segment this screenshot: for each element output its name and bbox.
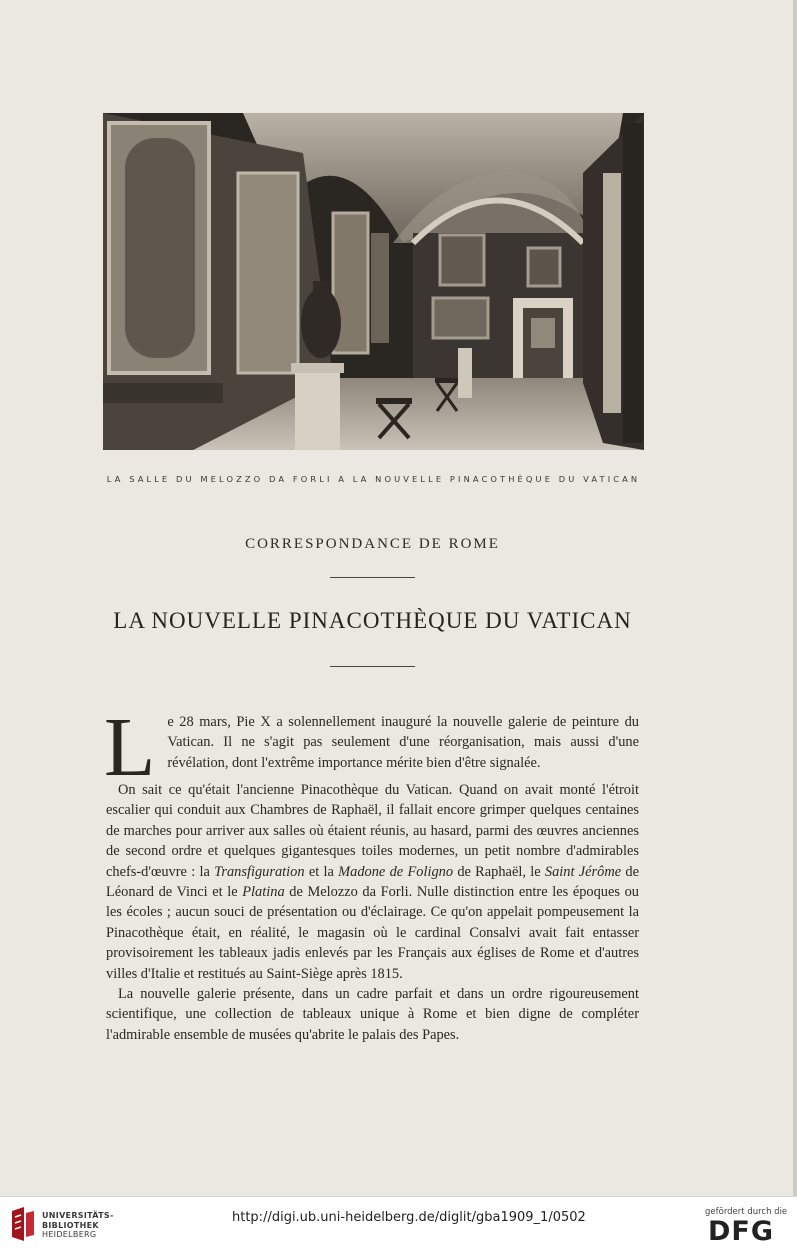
paragraph-2-text-2: et la bbox=[304, 863, 339, 880]
artwork-title-transfiguration: Transfiguration bbox=[214, 863, 305, 880]
page-edge bbox=[793, 0, 797, 1196]
university-library-logo-icon bbox=[10, 1207, 36, 1241]
viewer-footer bbox=[0, 1196, 797, 1253]
permalink-url[interactable]: http://digi.ub.uni-heidelberg.de/diglit/gba1909_1/0502 bbox=[232, 1210, 586, 1225]
library-line-2: BIBLIOTHEK bbox=[42, 1220, 99, 1230]
paragraph-2 bbox=[106, 780, 639, 984]
paragraph-3: La nouvelle galerie présente, dans un cadre parfait et dans un ordre rigoureusement scientifique, une collection de tableaux unique à Rome et bien digne de compléter l'admirable ensemble de musées qu'abrite le palais des Papes. bbox=[106, 986, 639, 1043]
paragraph-2-text-1: On sait ce qu'était l'ancienne Pinacothèque du Vatican. Quand on avait monté l'étroit escalier qui conduit aux Chambres de Raphaël, il fallait encore grimper quelques centaines de marches pour arriver aux salles où étaient réunis, au hasard, parmi des œuvres anciennes de second ordre et quelques gigantesques toiles modernes, un petit nombre d'admirables chefs-d'œuvre : la bbox=[106, 782, 639, 880]
funded-by-label: gefördert durch die bbox=[705, 1207, 788, 1217]
paragraph-2-text-3: de Raphaël, le bbox=[453, 863, 545, 880]
divider-rule-top bbox=[330, 577, 415, 578]
section-title: CORRESPONDANCE DE ROME bbox=[245, 536, 500, 552]
gallery-photograph bbox=[103, 113, 644, 450]
paragraph-2-text-4: de Léonard de Vinci et le bbox=[106, 863, 639, 901]
paragraph-2-text-5: de Melozzo da Forli. Nulle distinction entre les époques ou les écoles ; aucun souci de présentation ou d'éclairage. Ce qu'on appelait pompeusement la Pinacothèque était, en réalité, le magasin où le cardinal Consalvi avait fait entasser provisoirement les tableaux jadis enlevés par les Français aux églises de Rome et d'autres villes d'Italie et restitués au Saint-Siège après 1815. bbox=[106, 884, 639, 982]
paragraph-1 bbox=[104, 701, 639, 794]
photo-caption: LA SALLE DU MELOZZO DA FORLI A LA NOUVELLE PINACOTHÈQUE DU VATICAN bbox=[106, 474, 641, 484]
artwork-title-platina: Platina bbox=[242, 884, 285, 901]
library-line-3: HEIDELBERG bbox=[42, 1230, 97, 1239]
library-line-1: UNIVERSITÄTS- bbox=[42, 1211, 114, 1220]
divider-rule-bottom bbox=[330, 666, 415, 667]
paragraph-1-text: e 28 mars, Pie X a solennellement inauguré la nouvelle galerie de peinture du Vatican. Il ne s'agit pas seulement d'une réorganisation, mais aussi d'une révélation, dont l'extrême importance mérite bien d'être signalée. bbox=[167, 714, 639, 771]
drop-cap: L bbox=[104, 701, 156, 794]
artwork-title-saint-jerome: Saint Jérôme bbox=[544, 863, 622, 880]
university-library-name bbox=[42, 1211, 114, 1240]
article-title: LA NOUVELLE PINACOTHÈQUE DU VATICAN bbox=[113, 608, 632, 633]
artwork-title-madone: Madone de Foligno bbox=[338, 863, 454, 880]
article-body bbox=[104, 701, 639, 1045]
dfg-logo: DFG bbox=[708, 1216, 775, 1247]
